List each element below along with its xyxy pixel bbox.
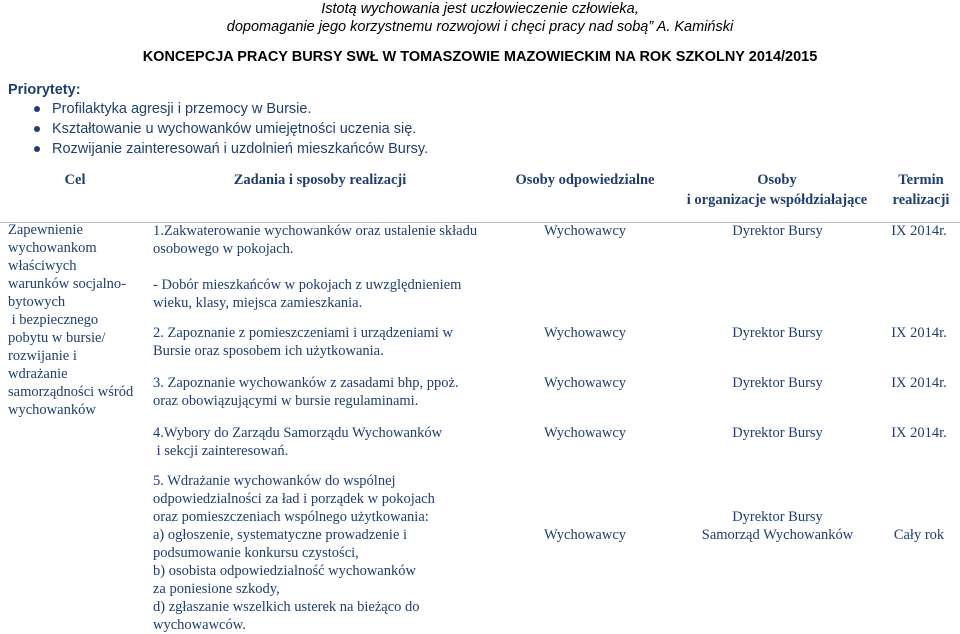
responsible-cell: Wychowawcy <box>543 425 627 441</box>
task-cell <box>153 472 493 634</box>
task-line: i sekcji zainteresowań. <box>153 443 289 459</box>
cel-line: samorządności wśród <box>8 384 134 400</box>
task-cell <box>153 222 493 258</box>
task-cell <box>153 276 493 312</box>
responsible-cell: Wychowawcy <box>543 223 627 239</box>
term-cell: IX 2014r. <box>891 375 947 391</box>
task-line: odpowiedzialności za ład i porządek w pokojach <box>153 491 435 507</box>
cel-line: wychowanków <box>8 402 96 418</box>
task-line: 4.Wybory do Zarządu Samorządu Wychowanków <box>153 425 443 441</box>
task-line: wieku, klasy, miejsca zamieszkania. <box>153 295 363 311</box>
task-line: osobowego w pokojach. <box>153 241 294 257</box>
task-line: wychowawców. <box>153 617 246 633</box>
task-line: a) ogłoszenie, systematyczne prowadzenie i <box>153 527 408 543</box>
task-line: podsumowanie konkursu czystości, <box>153 545 359 561</box>
cooperating-line: Dyrektor Bursy <box>732 509 823 525</box>
cooperating-cell <box>680 508 875 544</box>
task-line: Bursie oraz sposobem ich użytkowania. <box>153 343 384 359</box>
cel-line: wychowankom <box>8 240 97 256</box>
cel-line: warunków socjalno- <box>8 276 126 292</box>
task-cell <box>153 324 493 360</box>
task-cell <box>153 374 493 410</box>
task-line: d) zgłaszanie wszelkich usterek na bieżąco do <box>153 599 420 615</box>
header-zadania: Zadania i sposoby realizacji <box>233 172 407 188</box>
cel-line: i bezpiecznego <box>8 312 99 328</box>
priority-item: Rozwijanie zainteresowań i uzdolnień mieszkańców Bursy. <box>32 139 428 159</box>
cel-line: Zapewnienie <box>8 222 83 238</box>
header-wspolpraca-line-2: i organizacje współdziałające <box>686 192 868 208</box>
task-line: 1.Zakwaterowanie wychowanków oraz ustalenie składu <box>153 223 478 239</box>
term-cell: IX 2014r. <box>891 425 947 441</box>
priority-item: Profilaktyka agresji i przemocy w Bursie. <box>32 99 428 119</box>
responsible-cell: Wychowawcy <box>543 325 627 341</box>
task-line: 5. Wdrażanie wychowanków do wspólnej <box>153 473 396 489</box>
cooperating-cell: Dyrektor Bursy <box>732 223 823 239</box>
header-wspolpraca <box>672 170 882 210</box>
cel-line: rozwijanie i <box>8 348 77 364</box>
cel-line: pobytu w bursie/ <box>8 330 106 346</box>
motto-line-2: dopomaganie jego korzystnemu rozwojowi i chęci pracy nad sobą” A. Kamiński <box>226 19 734 35</box>
task-line: b) osobista odpowiedzialność wychowanków <box>153 563 416 579</box>
term-cell: IX 2014r. <box>891 325 947 341</box>
header-termin <box>882 170 960 210</box>
cooperating-cell: Dyrektor Bursy <box>732 375 823 391</box>
header-odpowiedzialne: Osoby odpowiedzialne <box>515 172 655 188</box>
responsible-cell: Wychowawcy <box>543 375 627 391</box>
page-title: KONCEPCJA PRACY BURSY SWŁ W TOMASZOWIE MAZOWIECKIM NA ROK SZKOLNY 2014/2015 <box>142 49 818 65</box>
cel-cell <box>8 221 148 419</box>
term-cell: Cały rok <box>893 527 945 543</box>
responsible-cell: Wychowawcy <box>543 527 627 543</box>
cooperating-cell: Dyrektor Bursy <box>732 425 823 441</box>
cel-line: bytowych <box>8 294 66 310</box>
task-line: oraz obowiązującymi w bursie regulaminami. <box>153 393 419 409</box>
task-cell <box>153 424 493 460</box>
header-cel: Cel <box>64 172 86 188</box>
priority-item: Kształtowanie u wychowanków umiejętności uczenia się. <box>32 119 428 139</box>
task-line: 2. Zapoznanie z pomieszczeniami i urządzeniami w <box>153 325 453 341</box>
cooperating-line: Samorząd Wychowanków <box>701 527 854 543</box>
header-wspolpraca-line-1: Osoby <box>757 172 797 188</box>
priorities-label: Priorytety: <box>8 82 81 98</box>
cel-line: właściwych <box>8 258 77 274</box>
task-line: - Dobór mieszkańców w pokojach z uwzględnieniem <box>153 277 462 293</box>
priorities-list <box>32 99 428 159</box>
cel-line: wdrażanie <box>8 366 68 382</box>
task-line: oraz pomieszczeniach wspólnego użytkowania: <box>153 509 429 525</box>
header-termin-line-2: realizacji <box>892 192 950 208</box>
motto <box>0 0 960 36</box>
motto-line-1: Istotą wychowania jest uczłowieczenie człowieka, <box>321 1 639 17</box>
task-line: za poniesione szkody, <box>153 581 280 597</box>
header-termin-line-1: Termin <box>898 172 944 188</box>
term-cell: IX 2014r. <box>891 223 947 239</box>
task-line: 3. Zapoznanie wychowanków z zasadami bhp, ppoż. <box>153 375 459 391</box>
cooperating-cell: Dyrektor Bursy <box>732 325 823 341</box>
